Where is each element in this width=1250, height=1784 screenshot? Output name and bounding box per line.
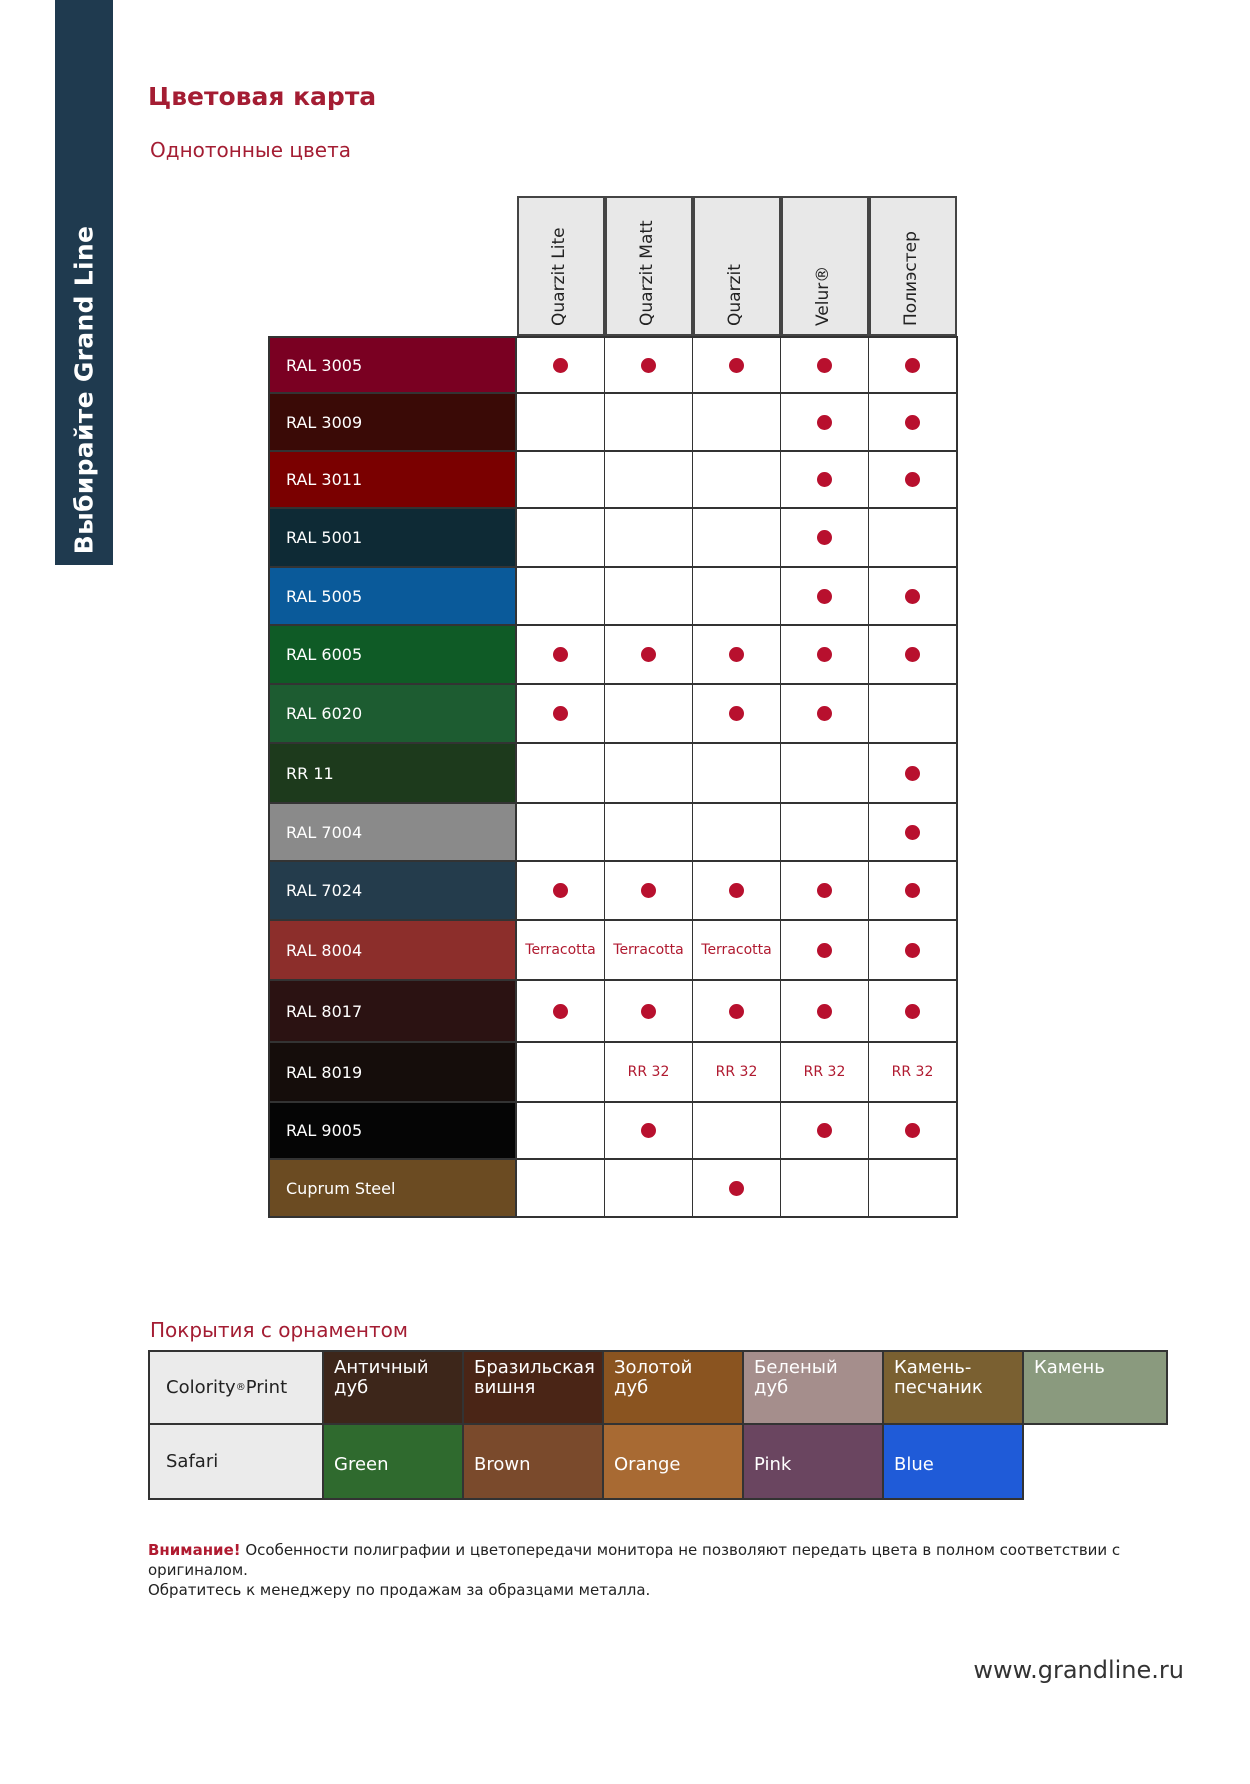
matrix-cell <box>605 507 694 568</box>
sidebar-slogan: Выбирайте Grand Line <box>69 225 99 555</box>
matrix-cell <box>517 1041 606 1103</box>
available-dot-icon <box>817 530 832 545</box>
matrix-cell <box>605 566 694 626</box>
matrix-cell <box>517 742 606 804</box>
matrix-cell <box>605 1101 694 1160</box>
color-label: RAL 7004 <box>268 802 517 862</box>
matrix-cell <box>693 860 782 921</box>
matrix-cell <box>517 450 606 509</box>
color-label: RAL 3009 <box>268 392 517 452</box>
matrix-cell <box>517 336 606 394</box>
colority-row-label <box>148 1350 324 1425</box>
colority-tile: Античный дуб <box>324 1350 464 1425</box>
column-header <box>869 196 957 336</box>
available-dot-icon <box>817 883 832 898</box>
warning-note <box>148 1540 1183 1600</box>
matrix-cell <box>605 979 694 1043</box>
available-dot-icon <box>817 647 832 662</box>
available-dot-icon <box>817 1123 832 1138</box>
colority-tile: Золотой дуб <box>604 1350 744 1425</box>
available-dot-icon <box>905 647 920 662</box>
matrix-cell <box>869 860 958 921</box>
available-dot-icon <box>729 358 744 373</box>
color-label: RAL 6005 <box>268 624 517 685</box>
color-label: RAL 6020 <box>268 683 517 744</box>
available-dot-icon <box>905 358 920 373</box>
safari-tile: Blue <box>884 1423 1024 1500</box>
matrix-cell <box>605 450 694 509</box>
ornament-title: Покрытия с орнаментом <box>150 1318 408 1342</box>
matrix-cell <box>517 1158 606 1218</box>
column-header-label: Quarzit Lite <box>549 227 569 326</box>
matrix-cell <box>781 802 870 862</box>
available-dot-icon <box>729 647 744 662</box>
color-label: RAL 3005 <box>268 336 517 394</box>
matrix-cell <box>869 683 958 744</box>
cell-text: RR 32 <box>803 1064 846 1080</box>
available-dot-icon <box>817 943 832 958</box>
matrix-cell <box>693 566 782 626</box>
warning-text: Особенности полиграфии и цветопередачи монитора не позволяют передать цвета в полном соответствии с оригиналом. <box>148 1541 1121 1579</box>
matrix-cell <box>517 802 606 862</box>
cell-text: RR 32 <box>715 1064 758 1080</box>
cell-text: RR 32 <box>891 1064 934 1080</box>
matrix-cell <box>517 507 606 568</box>
available-dot-icon <box>553 1004 568 1019</box>
matrix-cell <box>517 1101 606 1160</box>
color-label: Cuprum Steel <box>268 1158 517 1218</box>
safari-tile: Pink <box>744 1423 884 1500</box>
matrix-cell <box>781 336 870 394</box>
matrix-cell <box>781 742 870 804</box>
matrix-cell <box>781 392 870 452</box>
matrix-cell <box>517 683 606 744</box>
available-dot-icon <box>817 415 832 430</box>
matrix-cell <box>869 979 958 1043</box>
available-dot-icon <box>905 472 920 487</box>
matrix-cell <box>781 507 870 568</box>
matrix-cell <box>781 683 870 744</box>
available-dot-icon <box>817 1004 832 1019</box>
color-label: RAL 8017 <box>268 979 517 1043</box>
matrix-cell <box>869 1158 958 1218</box>
matrix-cell <box>517 624 606 685</box>
color-label: RAL 9005 <box>268 1101 517 1160</box>
available-dot-icon <box>553 647 568 662</box>
available-dot-icon <box>905 589 920 604</box>
color-label: RAL 7024 <box>268 860 517 921</box>
matrix-cell <box>869 742 958 804</box>
available-dot-icon <box>817 358 832 373</box>
available-dot-icon <box>905 825 920 840</box>
column-header <box>781 196 869 336</box>
safari-tile: Green <box>324 1423 464 1500</box>
matrix-cell <box>605 860 694 921</box>
matrix-cell <box>517 392 606 452</box>
matrix-cell <box>693 336 782 394</box>
matrix-cell <box>869 1041 958 1103</box>
matrix-cell <box>781 624 870 685</box>
available-dot-icon <box>905 415 920 430</box>
matrix-cell <box>693 1041 782 1103</box>
footer-url[interactable]: www.grandline.ru <box>973 1656 1184 1684</box>
matrix-cell <box>605 802 694 862</box>
matrix-cell <box>693 624 782 685</box>
warning-label: Внимание! <box>148 1541 241 1559</box>
available-dot-icon <box>641 1123 656 1138</box>
color-label: RAL 3011 <box>268 450 517 509</box>
page-title: Цветовая карта <box>148 82 377 111</box>
safari-tile: Orange <box>604 1423 744 1500</box>
color-label: RR 11 <box>268 742 517 804</box>
available-dot-icon <box>641 358 656 373</box>
safari-tile: Brown <box>464 1423 604 1500</box>
available-dot-icon <box>905 943 920 958</box>
matrix-cell <box>781 860 870 921</box>
warning-text-2: Обратитесь к менеджеру по продажам за образцами металла. <box>148 1581 651 1599</box>
matrix-cell <box>869 919 958 981</box>
page-subtitle: Однотонные цвета <box>150 138 351 162</box>
available-dot-icon <box>905 1123 920 1138</box>
available-dot-icon <box>817 472 832 487</box>
matrix-cell <box>869 566 958 626</box>
matrix-cell <box>693 1101 782 1160</box>
safari-row-label: Safari <box>148 1423 324 1500</box>
matrix-cell <box>605 683 694 744</box>
available-dot-icon <box>553 706 568 721</box>
matrix-cell <box>517 979 606 1043</box>
color-label: RAL 5001 <box>268 507 517 568</box>
available-dot-icon <box>729 1004 744 1019</box>
column-header-label: Полиэстер <box>901 231 921 326</box>
available-dot-icon <box>817 706 832 721</box>
matrix-cell <box>869 392 958 452</box>
available-dot-icon <box>729 1181 744 1196</box>
matrix-cell <box>781 1041 870 1103</box>
matrix-cell <box>693 392 782 452</box>
colority-name: Colority <box>166 1377 236 1398</box>
column-header <box>693 196 781 336</box>
matrix-cell <box>605 742 694 804</box>
available-dot-icon <box>817 589 832 604</box>
available-dot-icon <box>905 1004 920 1019</box>
matrix-cell <box>869 802 958 862</box>
matrix-cell <box>517 860 606 921</box>
column-header-label: Velur® <box>813 265 833 326</box>
cell-text: Terracotta <box>525 942 596 958</box>
matrix-cell <box>869 1101 958 1160</box>
matrix-cell <box>517 566 606 626</box>
matrix-cell <box>781 450 870 509</box>
colority-tile: Камень <box>1024 1350 1168 1425</box>
matrix-cell <box>693 742 782 804</box>
matrix-cell <box>693 507 782 568</box>
matrix-cell <box>869 450 958 509</box>
matrix-cell <box>605 336 694 394</box>
colority-tile: Камень-песчаник <box>884 1350 1024 1425</box>
column-header-label: Quarzit Matt <box>637 220 657 326</box>
available-dot-icon <box>905 883 920 898</box>
available-dot-icon <box>641 883 656 898</box>
matrix-cell <box>605 392 694 452</box>
matrix-cell <box>693 979 782 1043</box>
color-label: RAL 8019 <box>268 1041 517 1103</box>
colority-tile: Беленый дуб <box>744 1350 884 1425</box>
available-dot-icon <box>905 766 920 781</box>
matrix-cell <box>693 450 782 509</box>
available-dot-icon <box>553 358 568 373</box>
column-header-label: Quarzit <box>725 264 745 326</box>
color-label: RAL 5005 <box>268 566 517 626</box>
cell-text: RR 32 <box>627 1064 670 1080</box>
matrix-cell <box>605 919 694 981</box>
matrix-cell <box>869 336 958 394</box>
available-dot-icon <box>729 706 744 721</box>
matrix-cell <box>693 802 782 862</box>
column-header <box>517 196 605 336</box>
colority-suffix: Print <box>245 1377 288 1398</box>
matrix-cell <box>781 1101 870 1160</box>
available-dot-icon <box>729 883 744 898</box>
colority-tile: Бразильская вишня <box>464 1350 604 1425</box>
colority-reg: ® <box>235 1382 246 1393</box>
matrix-cell <box>605 624 694 685</box>
available-dot-icon <box>641 1004 656 1019</box>
available-dot-icon <box>553 883 568 898</box>
matrix-cell <box>781 919 870 981</box>
matrix-cell <box>869 507 958 568</box>
available-dot-icon <box>641 647 656 662</box>
matrix-cell <box>869 624 958 685</box>
matrix-cell <box>781 1158 870 1218</box>
matrix-cell <box>693 683 782 744</box>
cell-text: Terracotta <box>701 942 772 958</box>
matrix-cell <box>693 1158 782 1218</box>
matrix-cell <box>517 919 606 981</box>
matrix-cell <box>693 919 782 981</box>
cell-text: Terracotta <box>613 942 684 958</box>
matrix-cell <box>781 566 870 626</box>
color-label: RAL 8004 <box>268 919 517 981</box>
matrix-cell <box>605 1158 694 1218</box>
column-header <box>605 196 693 336</box>
matrix-cell <box>781 979 870 1043</box>
matrix-cell <box>605 1041 694 1103</box>
